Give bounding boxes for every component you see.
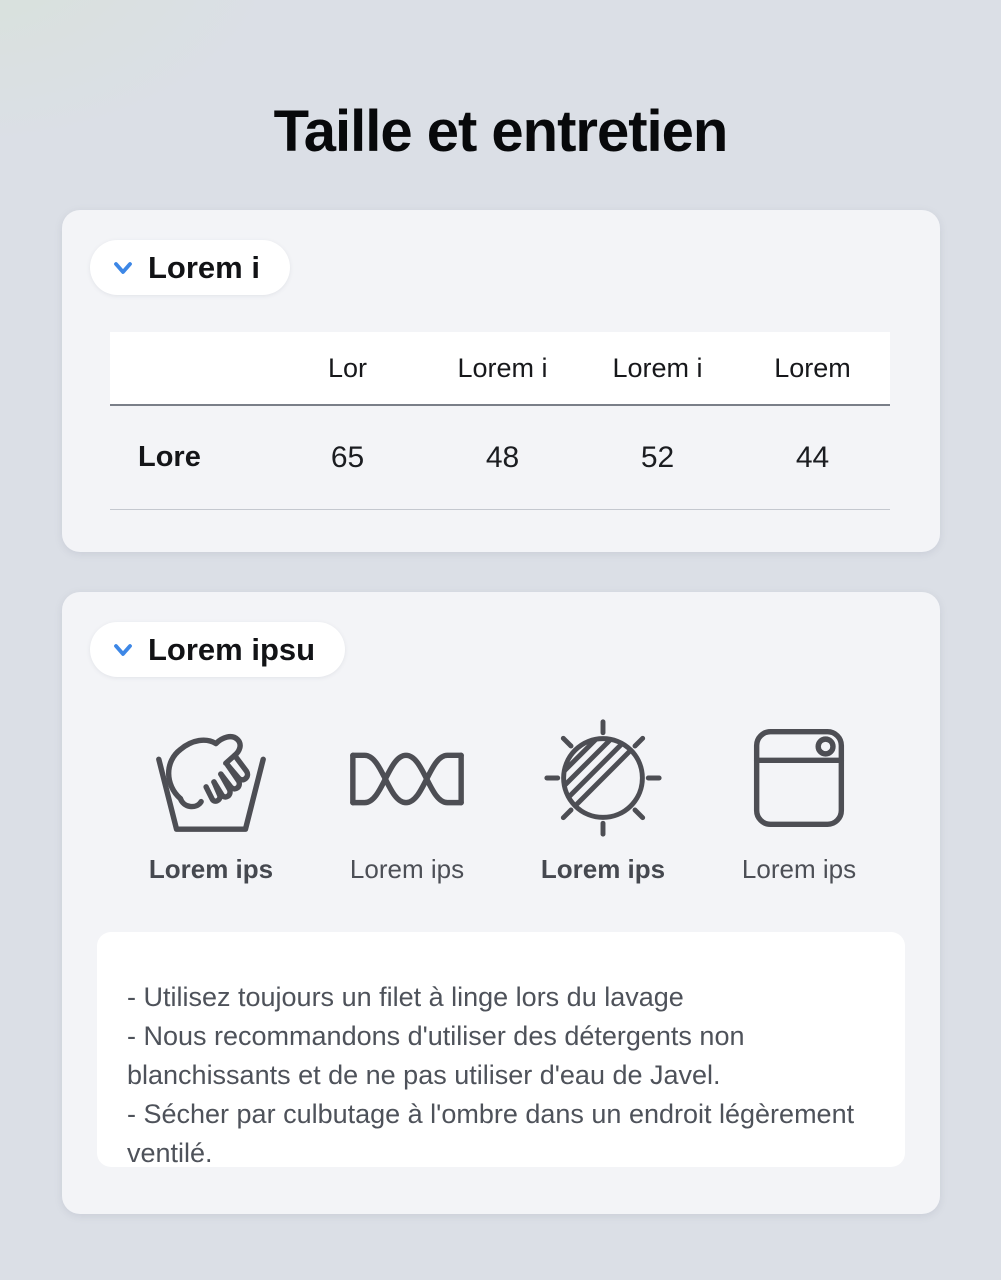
size-table-header: Lorem i bbox=[457, 352, 548, 383]
size-table-header-row bbox=[110, 332, 890, 406]
care-toggle-label: Lorem ipsu bbox=[148, 631, 316, 667]
care-note: - Sécher par culbutage à l'ombre dans un endroit légèrement ventilé. bbox=[127, 1099, 855, 1168]
care-notes-box bbox=[97, 932, 905, 1167]
care-item-caption: Lorem ips bbox=[349, 854, 465, 884]
size-value: 48 bbox=[485, 440, 520, 474]
size-table bbox=[110, 332, 890, 510]
size-value: 52 bbox=[640, 440, 675, 474]
care-item-no-wring bbox=[309, 714, 505, 885]
size-table-header: Lor bbox=[327, 352, 368, 383]
care-item-caption: Lorem ips bbox=[148, 854, 274, 884]
care-item-dry-in-shade bbox=[505, 714, 701, 885]
size-table-row bbox=[110, 406, 890, 510]
care-item-caption: Lorem ips bbox=[540, 854, 666, 884]
size-toggle-label: Lorem i bbox=[148, 249, 260, 285]
chevron-down-icon bbox=[110, 637, 136, 663]
size-table-header: Lorem i bbox=[612, 352, 703, 383]
care-section-toggle[interactable] bbox=[90, 622, 345, 677]
size-table-header: Lorem bbox=[774, 352, 851, 383]
hand-wash-icon bbox=[147, 714, 275, 842]
size-card bbox=[62, 210, 940, 552]
care-note: - Utilisez toujours un filet à linge lors du lavage bbox=[127, 982, 684, 1012]
care-card bbox=[62, 592, 940, 1214]
size-value: 44 bbox=[795, 440, 830, 474]
size-row-label: Lore bbox=[138, 441, 201, 473]
size-value: 65 bbox=[330, 440, 365, 474]
no-wring-icon bbox=[343, 714, 471, 842]
care-note: - Nous recommandons d'utiliser des détergents non blanchissants et de ne pas utiliser d'eau de Javel. bbox=[127, 1021, 745, 1090]
care-item-hand-wash bbox=[113, 714, 309, 885]
care-icons-row bbox=[113, 714, 897, 885]
size-section-toggle[interactable] bbox=[90, 240, 290, 295]
dry-in-shade-icon bbox=[539, 714, 667, 842]
care-item-tumble-dry bbox=[701, 714, 897, 885]
tumble-dry-icon bbox=[735, 714, 863, 842]
page-title: Taille et entretien bbox=[273, 99, 728, 164]
chevron-down-icon bbox=[110, 255, 136, 281]
care-item-caption: Lorem ips bbox=[741, 854, 857, 884]
